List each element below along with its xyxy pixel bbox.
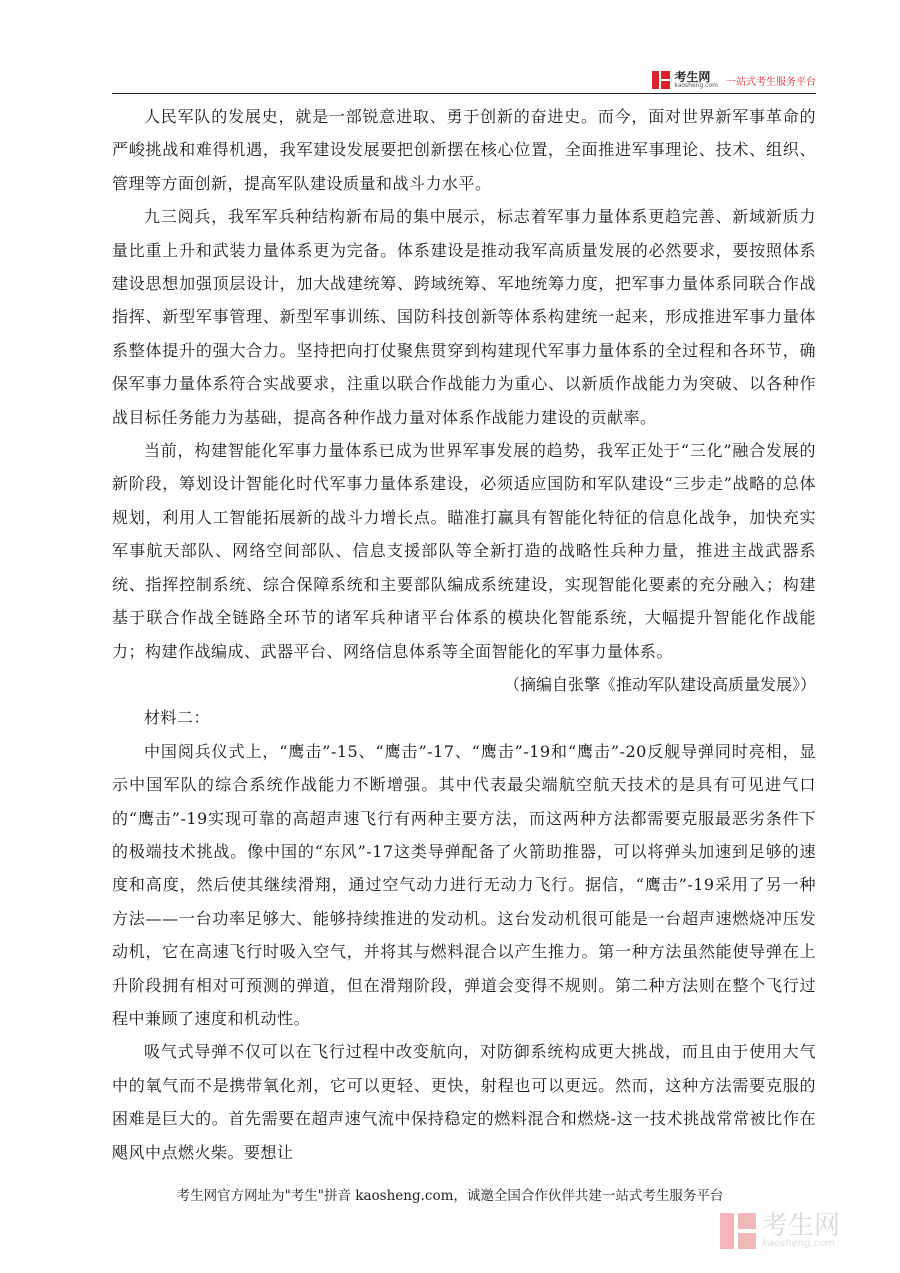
document-body — [112, 100, 816, 1169]
paragraph: 九三阅兵，我军军兵种结构新布局的集中展示，标志着军事力量体系更趋完善、新域新质力量比重上升和武装力量体系更为完备。体系建设是推动我军高质量发展的必然要求，要按照体系建设思想加强顶层设计，加大战建统筹、跨域统筹、军地统筹力度，把军事力量体系同联合作战指挥、新型军事管理、新型军事训练、国防科技创新等体系构建统一起来，形成推进军事力量体系整体提升的强大合力。坚持把向打仗聚焦贯穿到构建现代军事力量体系的全过程和各环节，确保军事力量体系符合实战要求，注重以联合作战能力为重心、以新质作战能力为突破、以各种作战目标任务能力为基础，提高各种作战力量对体系作战能力建设的贡献率。 — [112, 207, 816, 427]
header-slogan: 一站式考生服务平台 — [726, 76, 816, 88]
watermark-domain: kaosheng.com — [762, 1238, 835, 1249]
watermark-logo-icon — [720, 1213, 756, 1249]
watermark — [720, 1203, 870, 1259]
paragraph: 人民军队的发展史，就是一部锐意进取、勇于创新的奋进史。而今，面对世界新军事革命的严峻挑战和难得机遇，我军建设发展要把创新摆在核心位置，全面推进军事理论、技术、组织、管理等方面创新，提高军队建设质量和战斗力水平。 — [112, 107, 816, 193]
material-label: 材料二： — [144, 708, 211, 728]
paragraph: 中国阅兵仪式上，“鹰击”-15、“鹰击”-17、“鹰击”-19和“鹰击”-20反舰导弹同时亮相，显示中国军队的综合系统作战能力不断增强。其中代表最尖端航空航天技术的是具有可见进气口的“鹰击”-19实现可靠的高超声速飞行有两种主要方法，而这两种方法都需要克服最恶劣条件下的极端技术挑战。像中国的“东风”-17这类导弹配备了火箭助推器，可以将弹头加速到足够的速度和高度，然后使其继续滑翔，通过空气动力进行无动力飞行。据信，“鹰击”-19采用了另一种方法——一台功率足够大、能够持续推进的发动机。这台发动机很可能是一台超声速燃烧冲压发动机，它在高速飞行时吸入空气，并将其与燃料混合以产生推力。第一种方法虽然能使导弹在上升阶段拥有相对可预测的弹道，但在滑翔阶段，弹道会变得不规则。第二种方法则在整个飞行过程中兼顾了速度和机动性。 — [112, 741, 816, 1028]
logo-domain: kaosheng.com — [674, 82, 718, 89]
logo-name: 考生网 — [674, 70, 711, 84]
paragraph: 当前，构建智能化军事力量体系已成为世界军事发展的趋势，我军正处于“三化”融合发展的新阶段，筹划设计智能化时代军事力量体系建设，必须适应国防和军队建设“三步走”战略的总体规划，利用人工智能拓展新的战斗力增长点。瞄准打赢具有智能化特征的信息化战争，加快充实军事航天部队、网络空间部队、信息支援部队等全新打造的战略性兵种力量，推进主战武器系统、指挥控制系统、综合保障系统和主要部队编成系统建设，实现智能化要素的充分融入；构建基于联合作战全链路全环节的诸军兵种诸平台体系的模块化智能系统，大幅提升智能化作战能力；构建作战编成、武器平台、网络信息体系等全面智能化的军事力量体系。 — [112, 441, 816, 661]
paragraph: 吸气式导弹不仅可以在飞行过程中改变航向，对防御系统构成更大挑战，而且由于使用大气中的氧气而不是携带氧化剂，它可以更轻、更快，射程也可以更远。然而，这种方法需要克服的困难是巨大的。首先需要在超声速气流中保持稳定的燃料混合和燃烧-这一技术挑战常常被比作在飓风中点燃火柴。要想让 — [112, 1042, 816, 1162]
kaosheng-logo-icon — [652, 71, 670, 89]
page-footer: 考生网官方网址为"考生"拼音 kaosheng.com，诚邀全国合作伙伴共建一站式考生服务平台 — [176, 1188, 724, 1204]
header-divider — [112, 93, 816, 94]
watermark-name: 考生网 — [762, 1211, 841, 1241]
header-logo — [652, 71, 816, 89]
source-citation: （摘编自张擎《推动军队建设高质量发展》） — [503, 674, 816, 694]
